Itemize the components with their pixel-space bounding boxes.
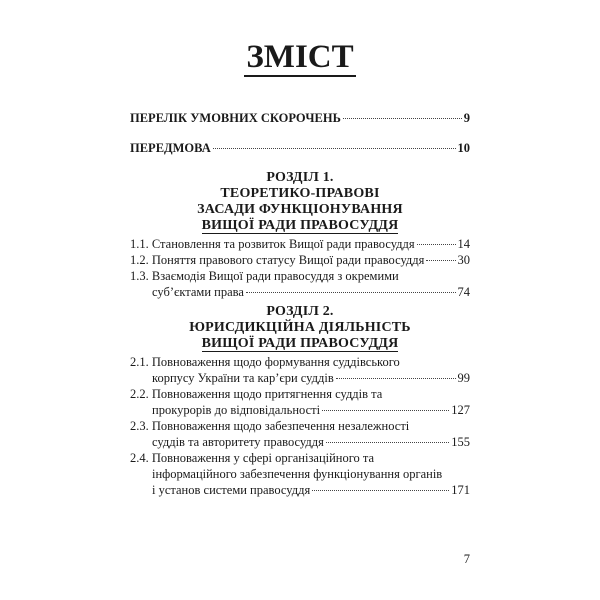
toc-entry-abbreviations[interactable]: ПЕРЕЛІК УМОВНИХ СКОРОЧЕНЬ 9 (130, 111, 470, 125)
section1-subtitle-line2: ЗАСАДИ ФУНКЦІОНУВАННЯ (197, 202, 403, 217)
toc-entry-2-4-text2: інформаційного забезпечення функціонування органів (152, 467, 443, 481)
toc-entry-2-3[interactable]: суддів та авторитету правосуддя 155 (152, 435, 470, 449)
section2-subtitle-line1: ЮРИСДИКЦІЙНА ДІЯЛЬНІСТЬ (189, 320, 411, 335)
section2-heading: РОЗДІЛ 2. (266, 304, 334, 319)
toc-entry-1-1[interactable]: 1.1. Становлення та розвиток Вищої ради правосуддя 14 (130, 237, 470, 251)
toc-entry-2-1[interactable]: корпусу України та кар’єри суддів 99 (152, 371, 470, 385)
page-title: ЗМІСТ (246, 39, 354, 75)
toc-entry-preface[interactable]: ПЕРЕДМОВА 10 (130, 141, 470, 155)
toc-entry-2-2[interactable]: прокурорів до відповідальності 127 (152, 403, 470, 417)
section1-subtitle-line3: ВИЩОЇ РАДИ ПРАВОСУДДЯ (201, 218, 399, 233)
section2-subtitle-line2: ВИЩОЇ РАДИ ПРАВОСУДДЯ (201, 336, 399, 351)
dot-leader (213, 148, 456, 149)
toc-entry-2-2-text: 2.2. Повноваження щодо притягнення суддів та (130, 387, 383, 401)
dot-leader (326, 442, 449, 443)
toc-entry-2-4[interactable]: і установ системи правосуддя 171 (152, 483, 470, 497)
toc-entry-2-3-text: 2.3. Повноваження щодо забезпечення незалежності (130, 419, 410, 433)
section1-heading: РОЗДІЛ 1. (266, 170, 334, 185)
dot-leader (426, 260, 455, 261)
dot-leader (312, 490, 449, 491)
page-number: 7 (463, 552, 470, 566)
toc-entry-1-2[interactable]: 1.2. Поняття правового статусу Вищої ради правосуддя 30 (130, 253, 470, 267)
toc-entry-2-1-text: 2.1. Повноваження щодо формування суддівського (130, 355, 400, 369)
dot-leader (246, 292, 456, 293)
dot-leader (322, 410, 449, 411)
dot-leader (343, 118, 462, 119)
toc-entry-1-3-text: 1.3. Взаємодія Вищої ради правосуддя з окремими (130, 269, 399, 283)
toc-entry-1-3[interactable]: суб’єктами права 74 (152, 285, 470, 299)
toc-entry-2-4-text: 2.4. Повноваження у сфері організаційного та (130, 451, 375, 465)
dot-leader (336, 378, 456, 379)
dot-leader (417, 244, 456, 245)
section1-subtitle-line1: ТЕОРЕТИКО-ПРАВОВІ (220, 186, 380, 201)
